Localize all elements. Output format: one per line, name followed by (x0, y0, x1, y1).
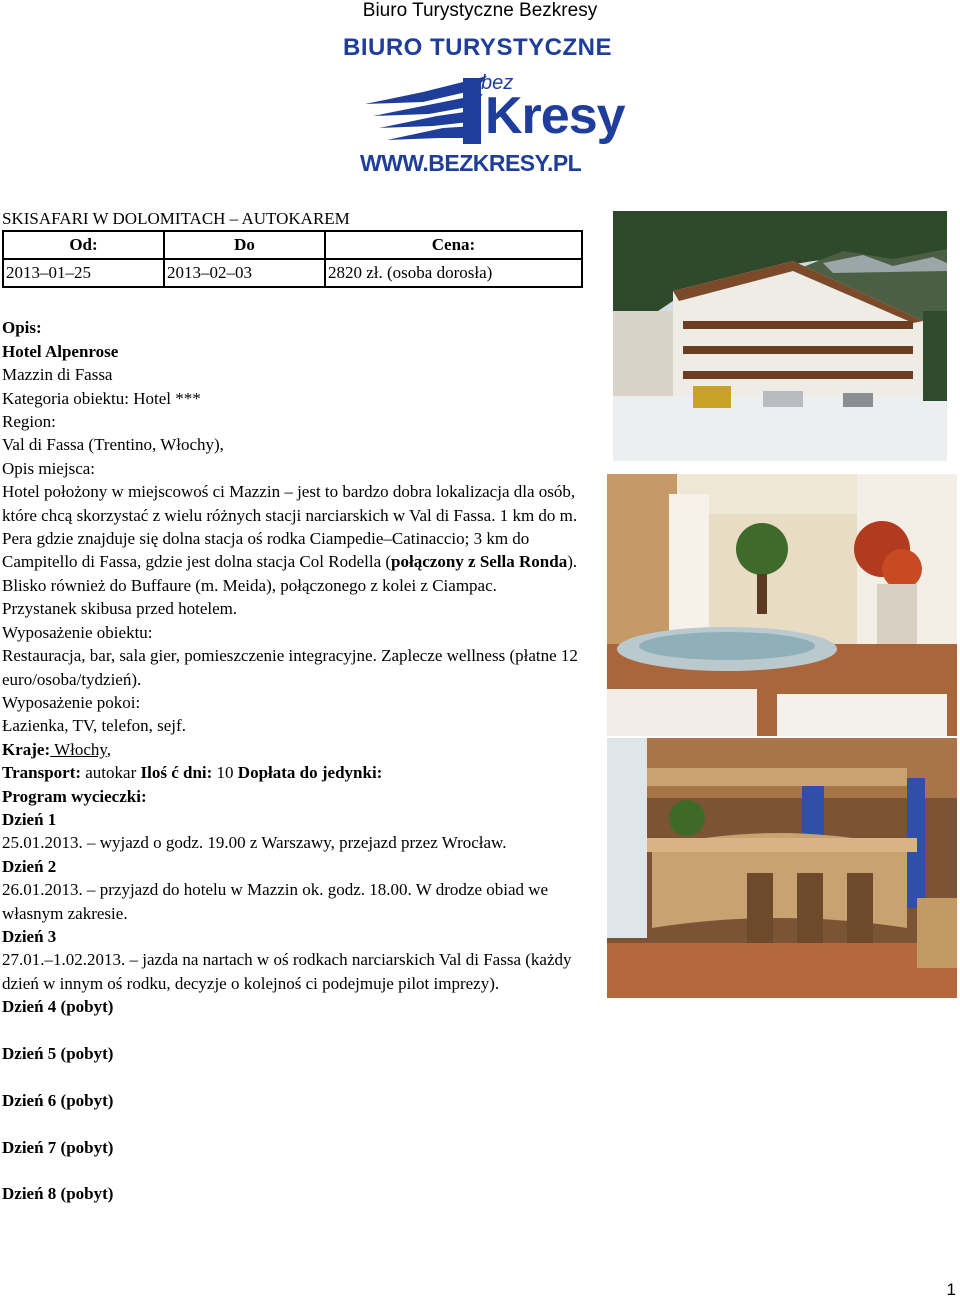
page-header-title: Biuro Turystyczne Bezkresy (362, 0, 598, 21)
place-description: Hotel położony w miejscowoś ci Mazzin – jest to bardzo dobra lokalizacja dla osób, które chcą skorzystać z wielu różnych stacji narciarskich w Val di Fassa. 1 km do m. Pera gdzie znajduje się dolna stacja oś rodka Ciampedie–Catinaccio; 3 km do Campitello di Fassa, gdzie jest dolna stacja Col Rodella (połączony z Sella Ronda). Blisko również do Buffaure (m. Meida), połączonego z kolei z Ciampac. (2, 482, 578, 595)
cell-to: 2013–02–03 (164, 259, 325, 287)
countries-line: Kraje: Włochy, (2, 739, 112, 759)
day-8-title: Dzień 8 (pobyt) (2, 1184, 114, 1204)
day-2-text: 26.01.2013. – przyjazd do hotelu w Mazzin ok. godz. 18.00. W drodze obiad we własnym zakresie. (2, 880, 549, 923)
cell-from: 2013–01–25 (3, 259, 164, 287)
day-3-title: Dzień 3 (2, 926, 57, 946)
company-logo (335, 32, 635, 180)
day-4-title: Dzień 4 (pobyt) (2, 997, 114, 1017)
rooms-label: Wyposażenie pokoi: (2, 692, 141, 712)
transport-line: Transport: autokar Iloś ć dni: 10 Dopłata do jedynki: (2, 763, 383, 783)
header-from: Od: (3, 231, 164, 259)
hotel-exterior-photo (613, 211, 947, 461)
table-header-row (3, 231, 582, 259)
logo-url-text: WWW.BEZKRESY.PL (360, 150, 582, 176)
wellness-pool-photo (607, 474, 957, 736)
place-label: Opis miejsca: (2, 458, 96, 478)
logo-resy-text: Kresy (485, 87, 625, 145)
day-2-title: Dzień 2 (2, 856, 57, 876)
header-price: Cena: (325, 231, 582, 259)
opis-label: Opis: (2, 318, 42, 338)
rooms-value: Łazienka, TV, telefon, sejf. (2, 716, 186, 736)
day-1-title: Dzień 1 (2, 809, 57, 829)
equipment-value: Restauracja, bar, sala gier, pomieszczenie integracyjne. Zaplecze wellness (płatne 12 euro/osoba/tydzień). (2, 646, 578, 689)
page-number: 1 (946, 1280, 956, 1299)
region-value: Val di Fassa (Trentino, Włochy), (2, 435, 224, 455)
day-7-title: Dzień 7 (pobyt) (2, 1137, 114, 1157)
region-label: Region: (2, 412, 56, 432)
hotel-city: Mazzin di Fassa (2, 365, 113, 385)
cell-price: 2820 zł. (osoba dorosła) (325, 259, 582, 287)
hotel-category: Kategoria obiektu: Hotel *** (2, 388, 201, 408)
day-5-title: Dzień 5 (pobyt) (2, 1043, 114, 1063)
day-6-title: Dzień 6 (pobyt) (2, 1090, 114, 1110)
day-3-text: 27.01.–1.02.2013. – jazda na nartach w oś rodkach narciarskich Val di Fassa (każdy dzień w innym oś rodku, decyzje o kolejnoś ci podejmuje pilot imprezy). (2, 950, 572, 993)
trip-title: SKISAFARI W DOLOMITACH – AUTOKAREM (2, 209, 350, 228)
logo-top-text: BIURO TURYSTYCZNE (343, 34, 612, 61)
hotel-name: Hotel Alpenrose (2, 341, 119, 361)
program-label: Program wycieczki: (2, 786, 147, 806)
hotel-bar-photo (607, 738, 957, 998)
dates-price-table (2, 230, 583, 288)
header-to: Do (164, 231, 325, 259)
bus-stop-info: Przystanek skibusa przed hotelem. (2, 599, 238, 619)
equipment-label: Wyposażenie obiektu: (2, 622, 153, 642)
logo-bez-text: bez (481, 72, 514, 94)
logo-speed-lines-icon (363, 70, 493, 150)
day-1-text: 25.01.2013. – wyjazd o godz. 19.00 z Warszawy, przejazd przez Wrocław. (2, 833, 507, 853)
country-link-wlochy[interactable]: Włochy (50, 739, 107, 759)
offer-content (2, 207, 604, 1206)
sella-ronda-bold: połączony z Sella Ronda (391, 552, 568, 572)
table-row (3, 259, 582, 287)
